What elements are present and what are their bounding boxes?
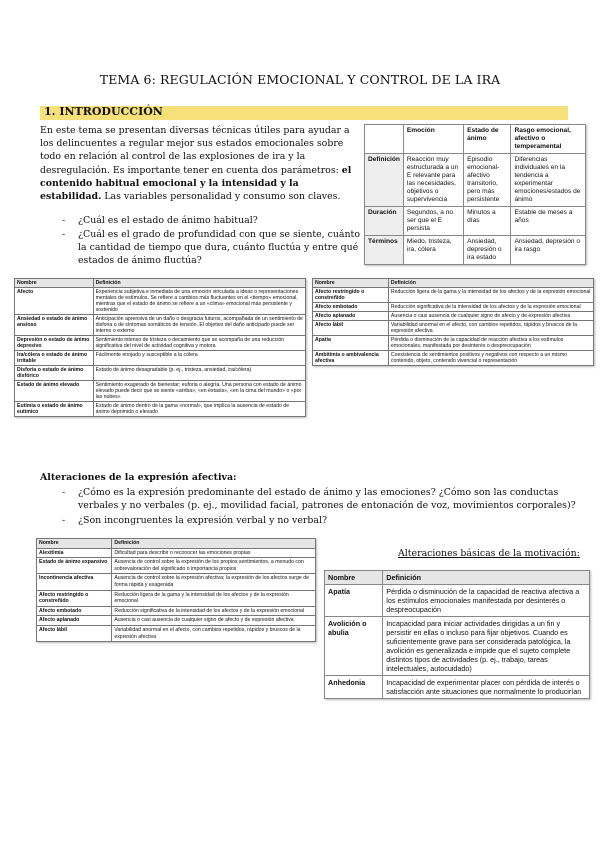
mood-states-table: [14, 278, 306, 417]
table-header-row: [37, 539, 316, 549]
affect-alterations-table: [312, 278, 594, 366]
table-row: [15, 315, 306, 336]
definition-cell: Estado de ánimo desagradable (p. ej., tristeza, ansiedad, ira/cólera): [93, 366, 305, 381]
term-cell: Apatía: [325, 585, 383, 617]
table-row: [365, 154, 586, 207]
header-cell: Definición: [383, 571, 590, 585]
table-cell: Segundos, a no ser que el E persista: [403, 207, 463, 236]
table-cell: Estable de meses a años: [511, 207, 586, 236]
term-cell: Afecto lábil: [37, 625, 112, 641]
table-row: [37, 590, 316, 606]
definition-cell: Ausencia de control sobre la expresión de los propios sentimientos, a menudo con sobrevaloración del significado o importancia propios: [112, 558, 316, 574]
term-cell: Alexitimia: [37, 548, 112, 558]
term-cell: Afecto aplanado: [313, 312, 389, 321]
table-cell: Miedo, tristeza, ira, cólera: [403, 236, 463, 265]
table-cell: Episodio emocional-afectivo transitorio, pero más persistente: [464, 154, 511, 207]
term-cell: Afecto embotado: [37, 606, 112, 616]
question-1: - ¿Cuál es el estado de ánimo habitual?: [62, 215, 258, 226]
term-cell: Afecto: [15, 288, 94, 315]
table-row: [15, 402, 306, 417]
definition-cell: Pérdida o disminución de la capacidad de reactiva afectiva a los estímulos emocionales manifestada por desinterés o despreocupación: [383, 585, 590, 617]
term-cell: Disforia o estado de ánimo disfórico: [15, 366, 94, 381]
header-cell: Nombre: [15, 279, 94, 288]
question-3: - ¿Cómo es la expresión predominante del estado de ánimo y las emociones? ¿Cómo son las conductas verbales y no verbales (p. ej., movilidad facial, patrones de entonación de voz, movimientos corporales)?: [62, 487, 576, 512]
table-row: [325, 617, 590, 676]
row-label: Términos: [365, 236, 404, 265]
term-cell: Afecto lábil: [313, 321, 389, 336]
question-4: - ¿Son incongruentes la expresión verbal y no verbal?: [62, 515, 327, 526]
definition-cell: Estado de ánimo dentro de la gama «normal», que implica la ausencia de estado de ánimo deprimido o elevado: [93, 402, 305, 417]
table-row: [37, 574, 316, 590]
table-row: [313, 288, 594, 303]
row-label: Definición: [365, 154, 404, 207]
definition-cell: Reducción significativa de la intensidad de los afectos y de la expresión emocional: [112, 606, 316, 616]
definition-cell: Reducción significativa de la intensidad de los afectos y de la expresión emocional: [388, 303, 593, 312]
table-cell: Minutos a días: [464, 207, 511, 236]
section-heading-introduccion: 1. INTRODUCCIÓN: [44, 105, 163, 118]
table-row: [37, 625, 316, 641]
term-cell: Anhedonia: [325, 676, 383, 699]
header-cell: Definición: [112, 539, 316, 549]
motivation-heading: Alteraciones básicas de la motivación:: [398, 548, 580, 559]
term-cell: Ansiedad o estado de ánimo ansioso: [15, 315, 94, 336]
emotion-comparison-table: [364, 124, 586, 265]
term-cell: Avolición o abulia: [325, 617, 383, 676]
motivation-alterations-table: [324, 570, 590, 699]
table-row: [313, 312, 594, 321]
table-row: [15, 381, 306, 402]
definition-cell: Incapacidad de experimentar placer con pérdida de interés o satisfacción ante situaciones que normalmente lo producirían: [383, 676, 590, 699]
table-header-row: [313, 279, 594, 288]
table-row: [325, 585, 590, 617]
term-cell: Afecto restringido o constreñido: [37, 590, 112, 606]
header-cell: Definición: [388, 279, 593, 288]
table-header-row: [15, 279, 306, 288]
definition-cell: Reducción ligera de la gama y la intensidad de los afectos y de la expresión emocional: [388, 288, 593, 303]
table-row: [37, 558, 316, 574]
definition-cell: Ausencia de control sobre la expresión afectiva; la expresión de los afectos surge de forma rápida y exagerada: [112, 574, 316, 590]
intro-bold: el contenido habitual emocional y la intensidad y la estabilidad.: [40, 164, 352, 203]
term-cell: Afecto embotado: [313, 303, 389, 312]
header-cell: Nombre: [325, 571, 383, 585]
definition-cell: Ausencia o casi ausencia de cualquier signo de afecto y de expresión afectiva: [112, 616, 316, 626]
term-cell: Estado de ánimo elevado: [15, 381, 94, 402]
intro-text-1: En este tema se presentan diversas técnicas útiles para ayudar a los delincuentes a regular mejor sus estados emocionales sobre todo en relación al control de las explosiones de ira y la desregulación. Es importante tener en cuenta dos parámetros:: [40, 125, 350, 176]
definition-cell: Sentimiento intenso de tristeza o decaimiento que se acompaña de una reducción significativa del nivel de actividad cognitiva y motora: [93, 336, 305, 351]
table-row: [15, 351, 306, 366]
table-row: [365, 207, 586, 236]
table-row: [313, 321, 594, 336]
table-row: [37, 548, 316, 558]
header-cell: [365, 125, 404, 154]
intro-paragraph: [40, 124, 360, 203]
definition-cell: Experiencia subjetiva e inmediata de una emoción vinculada a ideas o representaciones mentales de estímulos. Se refiere a cambios más fluctuantes en el «tiempo» emocional, mientras que el estado de ánimo se refiere a un «clima» emocional más persistente y sostenido: [93, 288, 305, 315]
definition-cell: Sentimiento exagerado de bienestar; euforia o alegría. Una persona con estado de ánimo elevado puede decir que se siente «arriba», «en éxtasis», «en la cima del mundo» o «por las nubes»: [93, 381, 305, 402]
question-2: - ¿Cuál es el grado de profundidad con que se siente, cuánto la cantidad de tiempo que dura, cuánto fluctúa y entre qué estados de ánimo fluctúa?: [62, 229, 360, 267]
header-cell: Rasgo emocional, afectivo o temperamental: [511, 125, 586, 154]
definition-cell: Incapacidad para iniciar actividades dirigidas a un fin y persistir en ellas o incluso para fijar objetivos. Cuando es suficientemente grave para ser considerada patológica, la avolición es generalizada e impide que el sujeto complete distintos tipos de actividades (p. ej., trabajo, tareas intelectuales, autocuidado): [383, 617, 590, 676]
table-row: [313, 351, 594, 366]
table-header-row: [325, 571, 590, 585]
definition-cell: Coexistencia de sentimientos positivos y negativos con respecto a un mismo contenido, objeto, contenido vivencial o representación: [388, 351, 593, 366]
table-row: [37, 616, 316, 626]
header-cell: Estado de ánimo: [464, 125, 511, 154]
definition-cell: Ausencia o casi ausencia de cualquier signo de afecto y de expresión afectiva: [388, 312, 593, 321]
header-cell: Emoción: [403, 125, 463, 154]
table-cell: Ansiedad, depresión o ira rasgo: [511, 236, 586, 265]
definition-cell: Variabilidad anormal en el afecto, con cambios repetidos, rápidos y bruscos de la expresión afectiva: [112, 625, 316, 641]
table-cell: Ansiedad, depresión o ira estado: [464, 236, 511, 265]
table-row: [313, 303, 594, 312]
table-row: [37, 606, 316, 616]
term-cell: Ira/cólera o estado de ánimo irritable: [15, 351, 94, 366]
header-cell: Definición: [93, 279, 305, 288]
term-cell: Eutimia o estado de ánimo eutímico: [15, 402, 94, 417]
header-cell: Nombre: [37, 539, 112, 549]
table-row: [15, 336, 306, 351]
definition-cell: Fácilmente enojado y susceptible a la cólera: [93, 351, 305, 366]
table-row: [15, 288, 306, 315]
term-cell: Afecto aplanado: [37, 616, 112, 626]
row-label: Duración: [365, 207, 404, 236]
table-row: [365, 236, 586, 265]
expression-alterations-table: [36, 538, 316, 642]
term-cell: Apatía: [313, 336, 389, 351]
term-cell: Estado de ánimo expansivo: [37, 558, 112, 574]
table-row: [325, 676, 590, 699]
table-cell: Diferencias individuales en la tendencia a experimentar emociones/estados de ánimo: [511, 154, 586, 207]
header-cell: Nombre: [313, 279, 389, 288]
page-title: TEMA 6: REGULACIÓN EMOCIONAL Y CONTROL DE LA IRA: [99, 72, 501, 87]
term-cell: Ambitimia o ambivalencia afectiva: [313, 351, 389, 366]
intro-text-2: Las variables personalidad y consumo son claves.: [101, 191, 341, 203]
table-header-row: [365, 125, 586, 154]
definition-cell: Dificultad para describir o reconocer las emociones propias: [112, 548, 316, 558]
term-cell: Depresión o estado de ánimo depresivo: [15, 336, 94, 351]
definition-cell: Variabilidad anormal en el afecto, con cambios repetidos, rápidos y bruscos de la expresión afectiva: [388, 321, 593, 336]
table-row: [15, 366, 306, 381]
definition-cell: Pérdida o disminución de la capacidad de reacción afectiva a los estímulos emocionales, manifestada por desinterés o despreocupación: [388, 336, 593, 351]
term-cell: Incontinencia afectiva: [37, 574, 112, 590]
table-row: [313, 336, 594, 351]
definition-cell: Anticipación aprensiva de un daño o desgracia futuros, acompañada de un sentimiento de disforia o de síntomas somáticos de tensión. El objetivo del daño anticipado puede ser interno o externo: [93, 315, 305, 336]
term-cell: Afecto restringido o constreñido: [313, 288, 389, 303]
table-cell: Reacción muy estructurada a un E relevante para las necesidades, objetivos o supervivencia: [403, 154, 463, 207]
section-heading-expresion: Alteraciones de la expresión afectiva:: [40, 472, 237, 483]
definition-cell: Reducción ligera de la gama y la intensidad de los afectos y de la expresión emocional: [112, 590, 316, 606]
